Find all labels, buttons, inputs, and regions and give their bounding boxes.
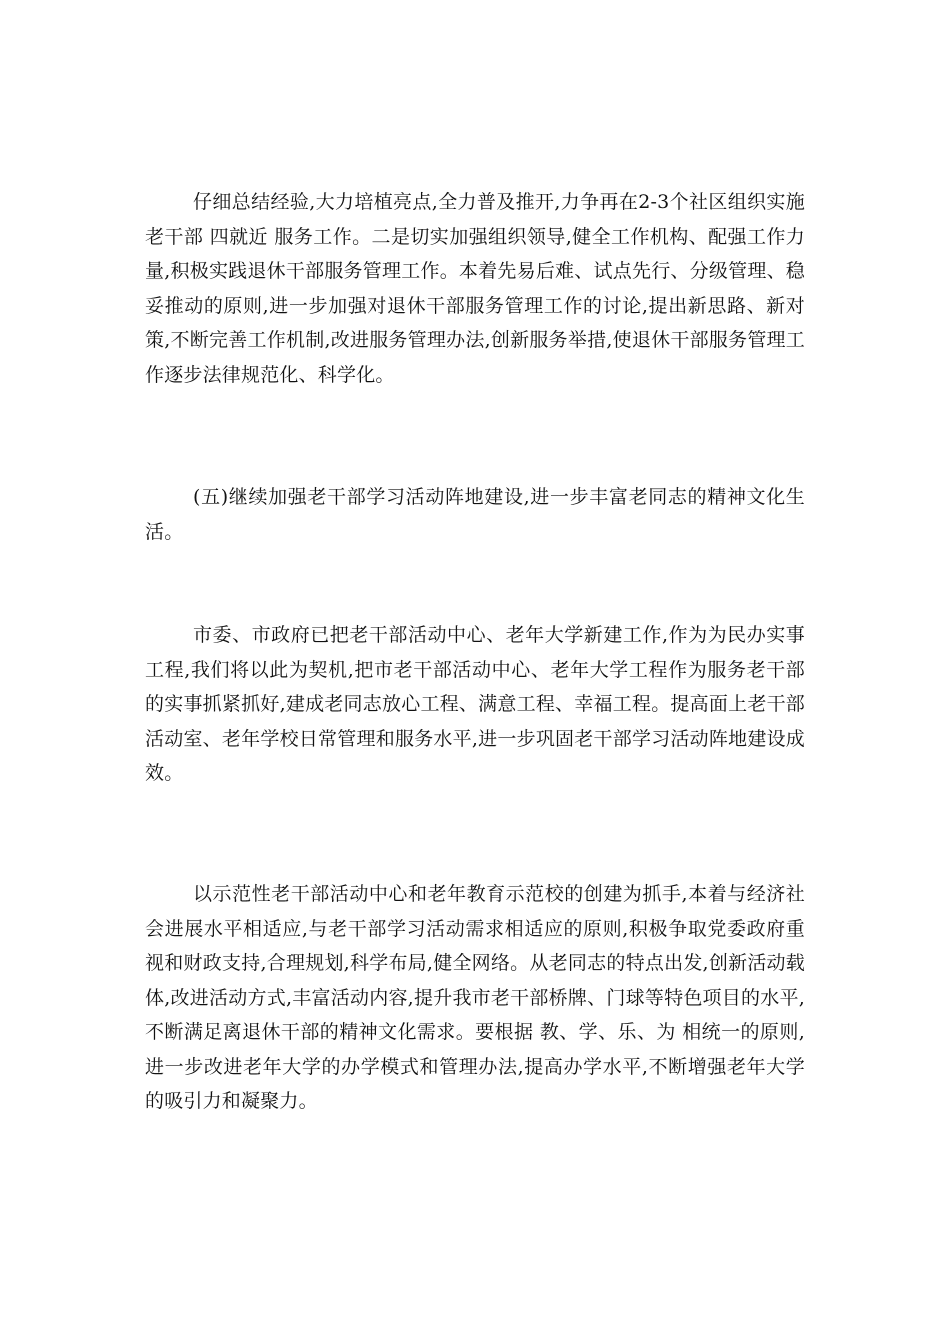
paragraph-section-five-heading: (五)继续加强老干部学习活动阵地建设,进一步丰富老同志的精神文化生活。	[145, 486, 805, 543]
paragraph-activity-center-project: 市委、市政府已把老干部活动中心、老年大学新建工作,作为为民办实事工程,我们将以此为契机,把市老干部活动中心、老年大学工程作为服务老干部的实事抓紧抓好,建成老同志放心工程、满意工程、幸福工程。提高面上老干部活动室、老年学校日常管理和服务水平,进一步巩固老干部学习活动阵地建设成效。	[145, 624, 805, 784]
paragraph-community-service: 仔细总结经验,大力培植亮点,全力普及推开,力争再在2-3个社区组织实施老干部 四就近 服务工作。二是切实加强组织领导,健全工作机构、配强工作力量,积极实践退休干部服务管理工作。本着先易后难、试点先行、分级管理、稳妥推动的原则,进一步加强对退休干部服务管理工作的讨论,提出新思路、新对策,不断完善工作机制,改进服务管理办法,创新服务举措,使退休干部服务管理工作逐步法律规范化、科学化。	[145, 191, 805, 386]
paragraph-demonstration-schools: 以示范性老干部活动中心和老年教育示范校的创建为抓手,本着与经济社会进展水平相适应,与老干部学习活动需求相适应的原则,积极争取党委政府重视和财政支持,合理规划,科学布局,健全网络。从老同志的特点出发,创新活动载体,改进活动方式,丰富活动内容,提升我市老干部桥牌、门球等特色项目的水平,不断满足离退休干部的精神文化需求。要根据 教、学、乐、为 相统一的原则,进一步改进老年大学的办学模式和管理办法,提高办学水平,不断增强老年大学的吸引力和凝聚力。	[145, 883, 805, 1112]
